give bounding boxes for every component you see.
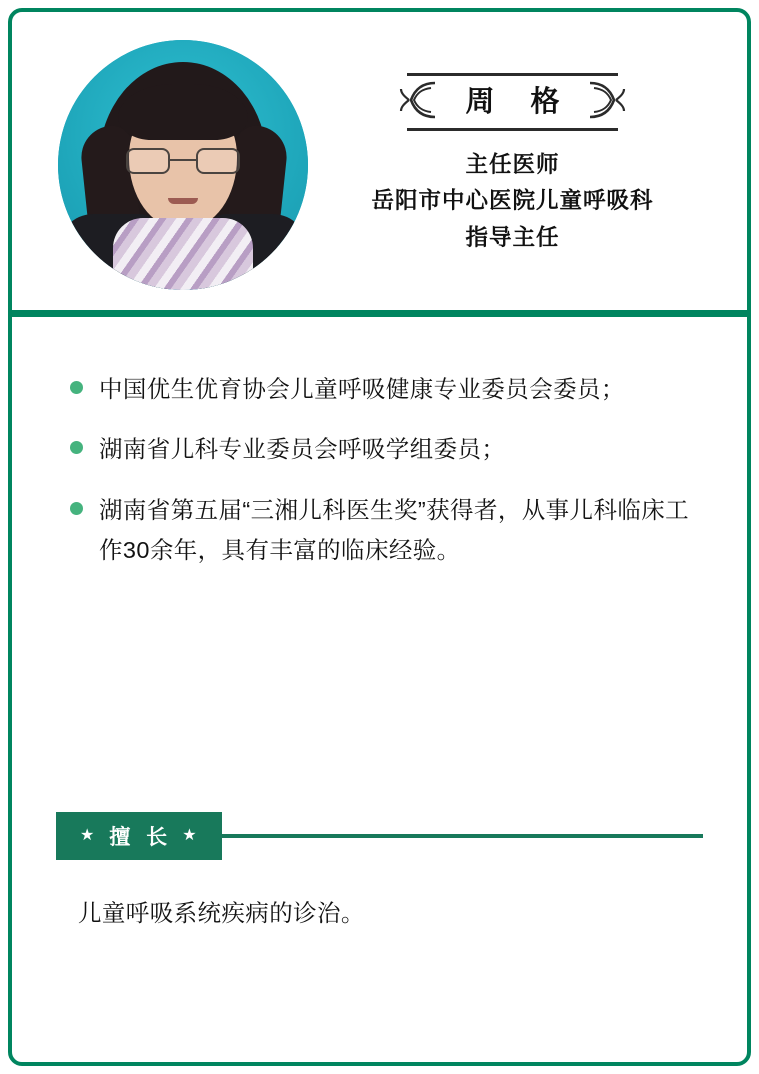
portrait-mouth [168,198,198,204]
doctor-portrait-photo [58,40,308,290]
header-divider [12,310,747,317]
doctor-title-line-2: 岳阳市中心医院儿童呼吸科 [371,188,654,214]
portrait-fringe [118,84,248,140]
doctor-profile-card [8,8,751,1066]
credentials-section [12,317,747,571]
specialty-tag [56,812,222,860]
ornament-right-icon [586,79,628,121]
portrait-scarf [113,218,253,290]
doctor-titles [308,147,717,256]
doctor-identity-block [308,73,747,256]
name-plate-rule-top [407,73,617,76]
ornament-left-icon [397,79,439,121]
star-left-icon: ★ [80,827,100,844]
specialty-text: 儿童呼吸系统疾病的诊治。 [78,900,365,926]
list-item [56,429,703,469]
specialty-label: 擅 长 [109,826,173,849]
portrait-lens-left [126,148,170,174]
portrait-glasses [126,148,240,174]
bullet-dot-icon [70,441,83,454]
bullet-dot-icon [70,502,83,515]
doctor-title-line-3: 指导主任 [465,224,560,250]
credential-text: 湖南省儿科专业委员会呼吸学组委员； [99,436,506,463]
credential-text: 湖南省第五届“三湘儿科医生奖”获得者，从事儿科临床工作30余年，具有丰富的临床经验。 [99,496,690,564]
list-item [56,490,703,571]
specialty-section [56,812,703,928]
bullet-dot-icon [70,381,83,394]
profile-header [12,12,747,317]
specialty-header [56,812,703,860]
list-item [56,369,703,409]
credential-text: 中国优生优育协会儿童呼吸健康专业委员会委员； [99,376,625,402]
doctor-name: 周 格 [465,86,574,119]
star-right-icon: ★ [182,827,202,844]
doctor-name-plate [397,73,627,131]
portrait-lens-right [196,148,240,174]
credentials-list [56,369,703,571]
specialty-rule [222,834,703,838]
name-plate-rule-bottom [407,128,617,131]
portrait-glasses-bridge [170,159,196,161]
doctor-title-line-1: 主任医师 [465,151,560,177]
